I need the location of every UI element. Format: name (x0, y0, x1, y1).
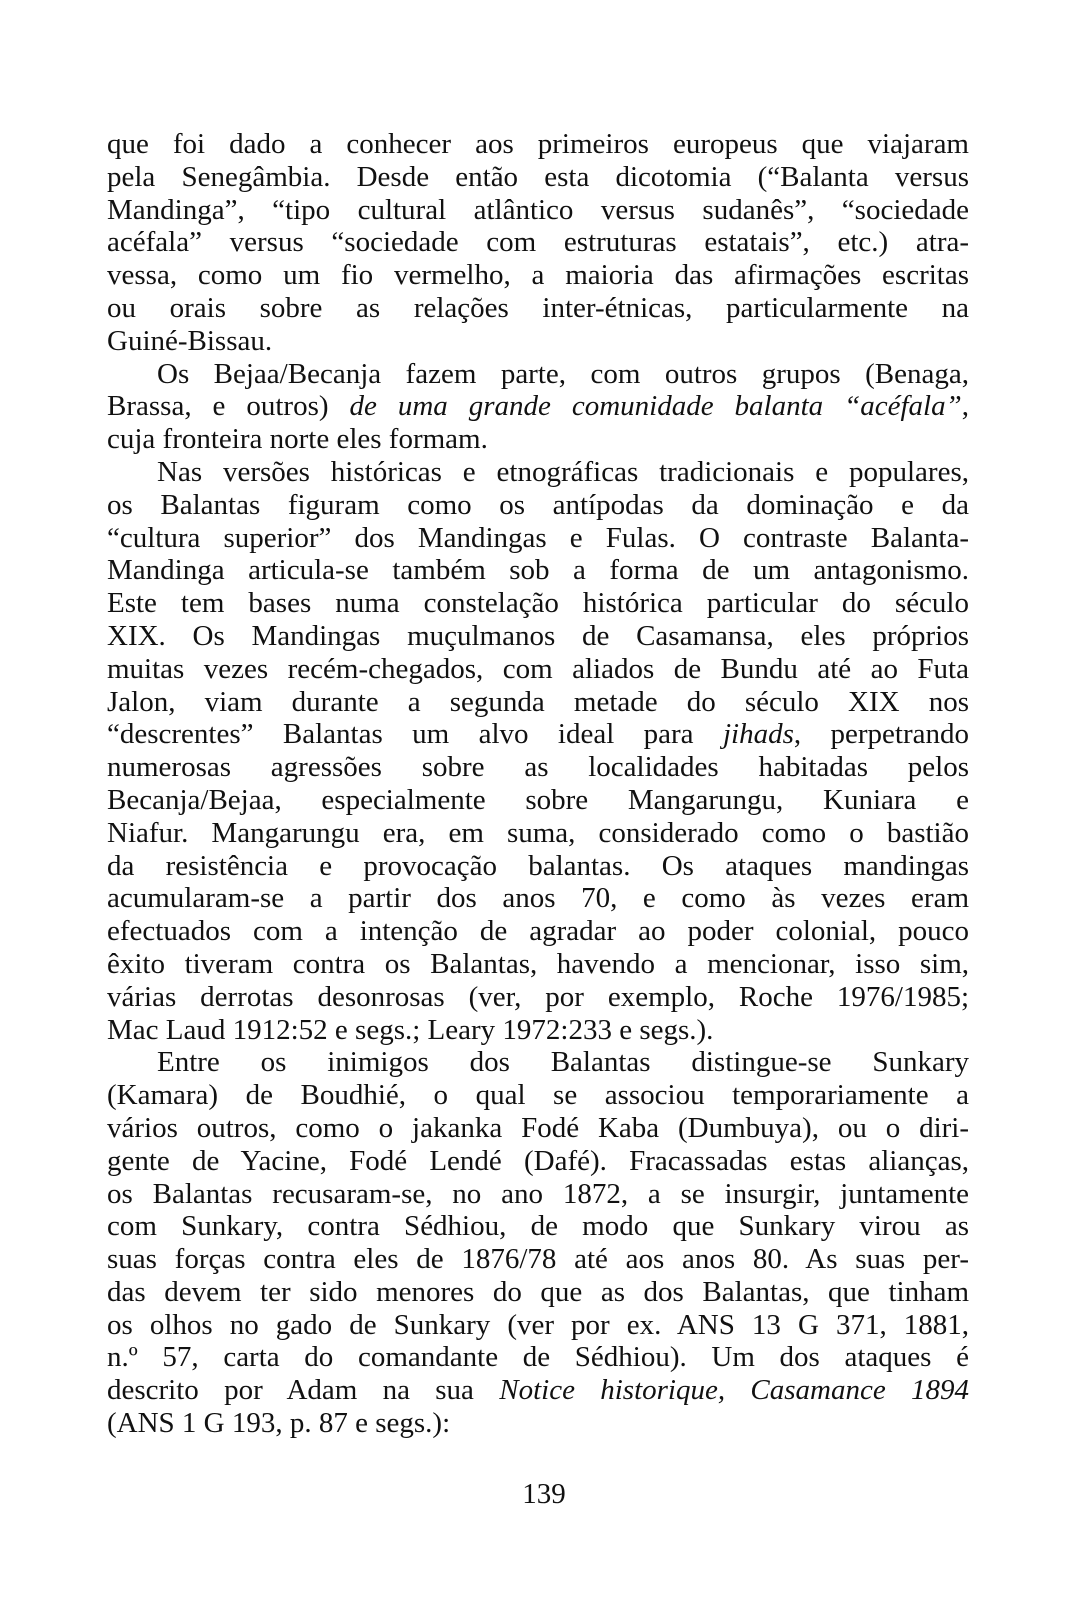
text-line (107, 161, 969, 194)
text-segment: Os Bejaa/Becanja fazem parte, com outros grupos (Benaga, (157, 357, 969, 390)
text-line (107, 686, 969, 719)
page-number: 139 (522, 1478, 566, 1510)
text-line (107, 981, 969, 1014)
text-segment: Mac Laud 1912:52 e segs.; Leary 1972:233 e segs.). (107, 1013, 714, 1046)
text-line (107, 850, 969, 883)
text-segment: suas forças contra eles de 1876/78 até aos anos 80. As suas per- (107, 1243, 969, 1276)
text-segment: que foi dado a conhecer aos primeiros europeus que viajaram (107, 128, 969, 160)
text-line (107, 456, 969, 489)
text-segment: efectuados com a intenção de agradar ao poder colonial, pouco (107, 915, 969, 948)
text-segment: muitas vezes recém-chegados, com aliados de Bundu até ao Futa (107, 652, 969, 685)
text-line (107, 554, 969, 587)
text-segment: gente de Yacine, Fodé Lendé (Dafé). Fracassadas estas alianças, (107, 1144, 969, 1177)
text-line (107, 817, 969, 850)
text-line (107, 1341, 969, 1374)
text-segment: Guiné-Bissau. (107, 324, 273, 357)
text-line (107, 948, 969, 981)
text-segment: pela Senegâmbia. Desde então esta dicotomia (“Balanta versus (107, 160, 969, 193)
text-segment: “cultura superior” dos Mandingas e Fulas. O contraste Balanta- (107, 521, 969, 554)
text-line (107, 390, 969, 423)
text-line (107, 522, 969, 555)
text-line (107, 751, 969, 784)
text-segment: (ANS 1 G 193, p. 87 e segs.): (107, 1407, 451, 1440)
text-line (107, 194, 969, 227)
text-segment: Mandinga”, “tipo cultural atlântico versus sudanês”, “sociedade (107, 193, 969, 226)
text-line (107, 1210, 969, 1243)
text-line (107, 653, 969, 686)
text-segment: êxito tiveram contra os Balantas, havendo a mencionar, isso sim, (107, 947, 969, 980)
text-segment: da resistência e provocação balantas. Os ataques mandingas (107, 849, 969, 882)
text-segment: com Sunkary, contra Sédhiou, de modo que Sunkary virou as (107, 1210, 969, 1243)
paragraph (107, 1046, 969, 1440)
text-segment: vários outros, como o jakanka Fodé Kaba (Dumbuya), ou o diri- (107, 1111, 969, 1144)
text-segment: numerosas agressões sobre as localidades habitadas pelos (107, 751, 969, 784)
text-segment: cuja fronteira norte eles formam. (107, 423, 488, 456)
text-segment: descrito por Adam na sua (107, 1374, 500, 1407)
text-line (107, 1407, 969, 1440)
text-line (107, 489, 969, 522)
text-segment: os Balantas recusaram-se, no ano 1872, a se insurgir, juntamente (107, 1177, 969, 1210)
text-segment: Mandinga articula-se também sob a forma de um antagonismo. (107, 554, 969, 587)
text-segment: Brassa, e outros) (107, 390, 350, 423)
text-segment: Este tem bases numa constelação histórica particular do século (107, 587, 969, 620)
text-segment: os Balantas figuram como os antípodas da dominação e da (107, 488, 969, 521)
text-line (107, 1079, 969, 1112)
text-line (107, 259, 969, 292)
text-segment: várias derrotas desonrosas (ver, por exemplo, Roche 1976/1985; (107, 980, 969, 1013)
text-segment: Entre os inimigos dos Balantas distingue-se Sunkary (157, 1046, 969, 1079)
text-line (107, 325, 969, 358)
text-segment: acéfala” versus “sociedade com estruturas estatais”, etc.) atra- (107, 226, 969, 259)
text-line (107, 292, 969, 325)
italic-text: Notice historique, Casamance 1894 (499, 1374, 969, 1407)
text-line (107, 1374, 969, 1407)
text-line (107, 1112, 969, 1145)
text-segment: (Kamara) de Boudhié, o qual se associou temporariamente a (107, 1079, 969, 1112)
text-segment: os olhos no gado de Sunkary (ver por ex. ANS 13 G 371, 1881, (107, 1308, 969, 1341)
text-line (107, 423, 969, 456)
text-segment: Nas versões históricas e etnográficas tradicionais e populares, (157, 455, 969, 488)
text-line (107, 1145, 969, 1178)
text-segment: XIX. Os Mandingas muçulmanos de Casamansa, eles próprios (107, 619, 969, 652)
text-line (107, 358, 969, 391)
paragraph (107, 128, 969, 358)
paragraph (107, 358, 969, 456)
text-line (107, 587, 969, 620)
text-line (107, 1243, 969, 1276)
text-segment: acumularam-se a partir dos anos 70, e como às vezes eram (107, 882, 969, 915)
text-line (107, 882, 969, 915)
text-segment: , (961, 390, 969, 423)
italic-text: de uma grande comunidade balanta “acéfala” (349, 390, 962, 423)
text-line (107, 128, 969, 161)
paragraph (107, 456, 969, 1046)
text-line (107, 915, 969, 948)
text-line (107, 784, 969, 817)
text-line (107, 1014, 969, 1047)
page-body (107, 128, 969, 1440)
text-segment: , perpetrando (793, 718, 969, 751)
text-line (107, 1178, 969, 1211)
italic-text: jihads (722, 718, 794, 751)
text-line (107, 1276, 969, 1309)
text-line (107, 1309, 969, 1342)
text-segment: das devem ter sido menores do que as dos Balantas, que tinham (107, 1275, 969, 1308)
text-segment: vessa, como um fio vermelho, a maioria das afirmações escritas (107, 259, 969, 292)
text-segment: Jalon, viam durante a segunda metade do século XIX nos (107, 685, 969, 718)
text-line (107, 620, 969, 653)
text-segment: ou orais sobre as relações inter-étnicas, particularmente na (107, 291, 969, 324)
text-line (107, 226, 969, 259)
text-segment: n.º 57, carta do comandante de Sédhiou). Um dos ataques é (107, 1341, 969, 1374)
text-segment: “descrentes” Balantas um alvo ideal para (107, 718, 723, 751)
text-segment: Becanja/Bejaa, especialmente sobre Mangarungu, Kuniara e (107, 783, 969, 816)
text-line (107, 1046, 969, 1079)
text-segment: Niafur. Mangarungu era, em suma, considerado como o bastião (107, 816, 969, 849)
text-line (107, 718, 969, 751)
